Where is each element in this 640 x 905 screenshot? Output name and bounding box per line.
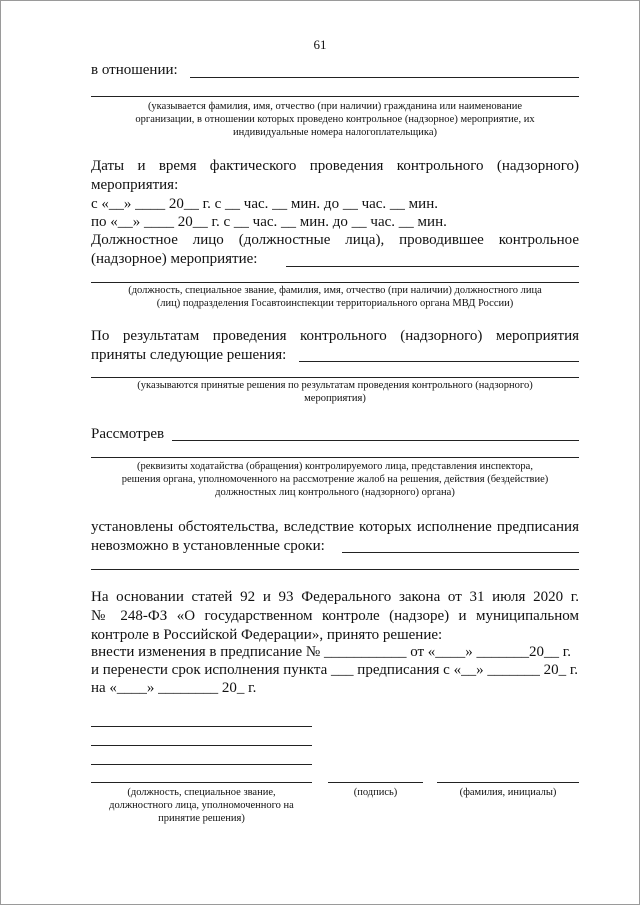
circumstances-fill-line-2[interactable] [91,569,579,570]
position-caption [91,786,312,825]
caption-line: (реквизиты ходатайства (обращения) контролируемого лица, представления инспектора, [137,461,533,472]
signature-caption: (подпись) [353,787,398,798]
basis-line4[interactable]: внести изменения в предписание № ___________ от «____» _______20__ г. [91,644,572,660]
dates-heading-line2: мероприятия: [91,177,179,193]
position-fill-line-2[interactable] [91,745,312,746]
dates-heading-line1: Даты и время фактического проведения контрольного (надзорного) [91,158,579,174]
dates-from-row[interactable]: с «__» ____ 20__ г. с __ час. __ мин. до __ час. __ мин. [91,196,438,212]
considered-fill-line-2[interactable] [91,457,579,458]
decisions-caption [91,379,579,405]
caption-line: мероприятия) [304,393,366,404]
caption-line: принятие решения) [158,813,245,824]
dates-to-row[interactable]: по «__» ____ 20__ г. с __ час. __ мин. до __ час. __ мин. [91,214,447,230]
basis-line2: № 248-ФЗ «О государственном контроле (надзоре) и муниципальном [91,608,579,624]
official-caption [91,284,579,310]
basis-line6[interactable]: на «____» ________ 20_ г. [91,680,257,696]
circumstances-fill-line[interactable] [342,552,579,553]
basis-line1: На основании статей 92 и 93 Федерального закона от 31 июля 2020 г. [91,589,579,605]
considered-fill-line[interactable] [172,440,579,441]
position-fill-line-3[interactable] [91,764,312,765]
caption-line: должностных лиц контрольного (надзорного) органа) [215,487,455,498]
signature-fill-line[interactable] [328,782,423,783]
decisions-fill-line-2[interactable] [91,377,579,378]
caption-line: должностного лица, уполномоченного на [109,800,294,811]
caption-line: организации, в отношении которых проведено контрольное (надзорное) мероприятие, их [135,114,535,125]
decisions-fill-line[interactable] [299,361,579,362]
caption-line: индивидуальные номера налогоплательщика) [233,127,437,138]
caption-line: (указывается фамилия, имя, отчество (при наличии) гражданина или наименование [147,101,523,112]
considered-label: Рассмотрев [91,426,165,442]
name-caption: (фамилия, инициалы) [459,787,557,798]
regarding-fill-line[interactable] [190,77,579,78]
decisions-line1: По результатам проведения контрольного (надзорного) мероприятия [91,328,579,344]
decisions-line2: приняты следующие решения: [91,347,287,363]
caption-line: (лиц) подразделения Госавтоинспекции территориального органа МВД России) [156,298,514,309]
caption-line: (указываются принятые решения по результатам проведения контрольного (надзорного) [137,380,533,391]
official-line1: Должностное лицо (должностные лица), проводившее контрольное [91,232,579,248]
considered-caption [91,460,579,499]
regarding-label: в отношении: [91,62,178,78]
position-fill-line-4[interactable] [91,782,312,783]
official-fill-line[interactable] [286,266,579,267]
position-fill-line-1[interactable] [91,726,312,727]
official-line2: (надзорное) мероприятие: [91,251,258,267]
regarding-fill-line-2[interactable] [91,96,579,97]
regarding-caption [91,100,579,139]
page-number: 61 [313,37,327,52]
basis-line3: контроле в Российской Федерации», принято решение: [91,627,443,643]
circumstances-line2: невозможно в установленные сроки: [91,538,325,554]
name-fill-line[interactable] [437,782,579,783]
basis-line5[interactable]: и перенести срок исполнения пункта ___ предписания с «__» _______ 20_ г. [91,662,579,678]
caption-line: (должность, специальное звание, [127,787,276,798]
official-fill-line-2[interactable] [91,282,579,283]
caption-line: (должность, специальное звание, фамилия, имя, отчество (при наличии) должностного лица [128,285,542,296]
caption-line: решения органа, уполномоченного на рассмотрение жалоб на решения, действия (бездействие) [121,474,549,485]
circumstances-line1: установлены обстоятельства, вследствие которых исполнение предписания [91,519,579,535]
